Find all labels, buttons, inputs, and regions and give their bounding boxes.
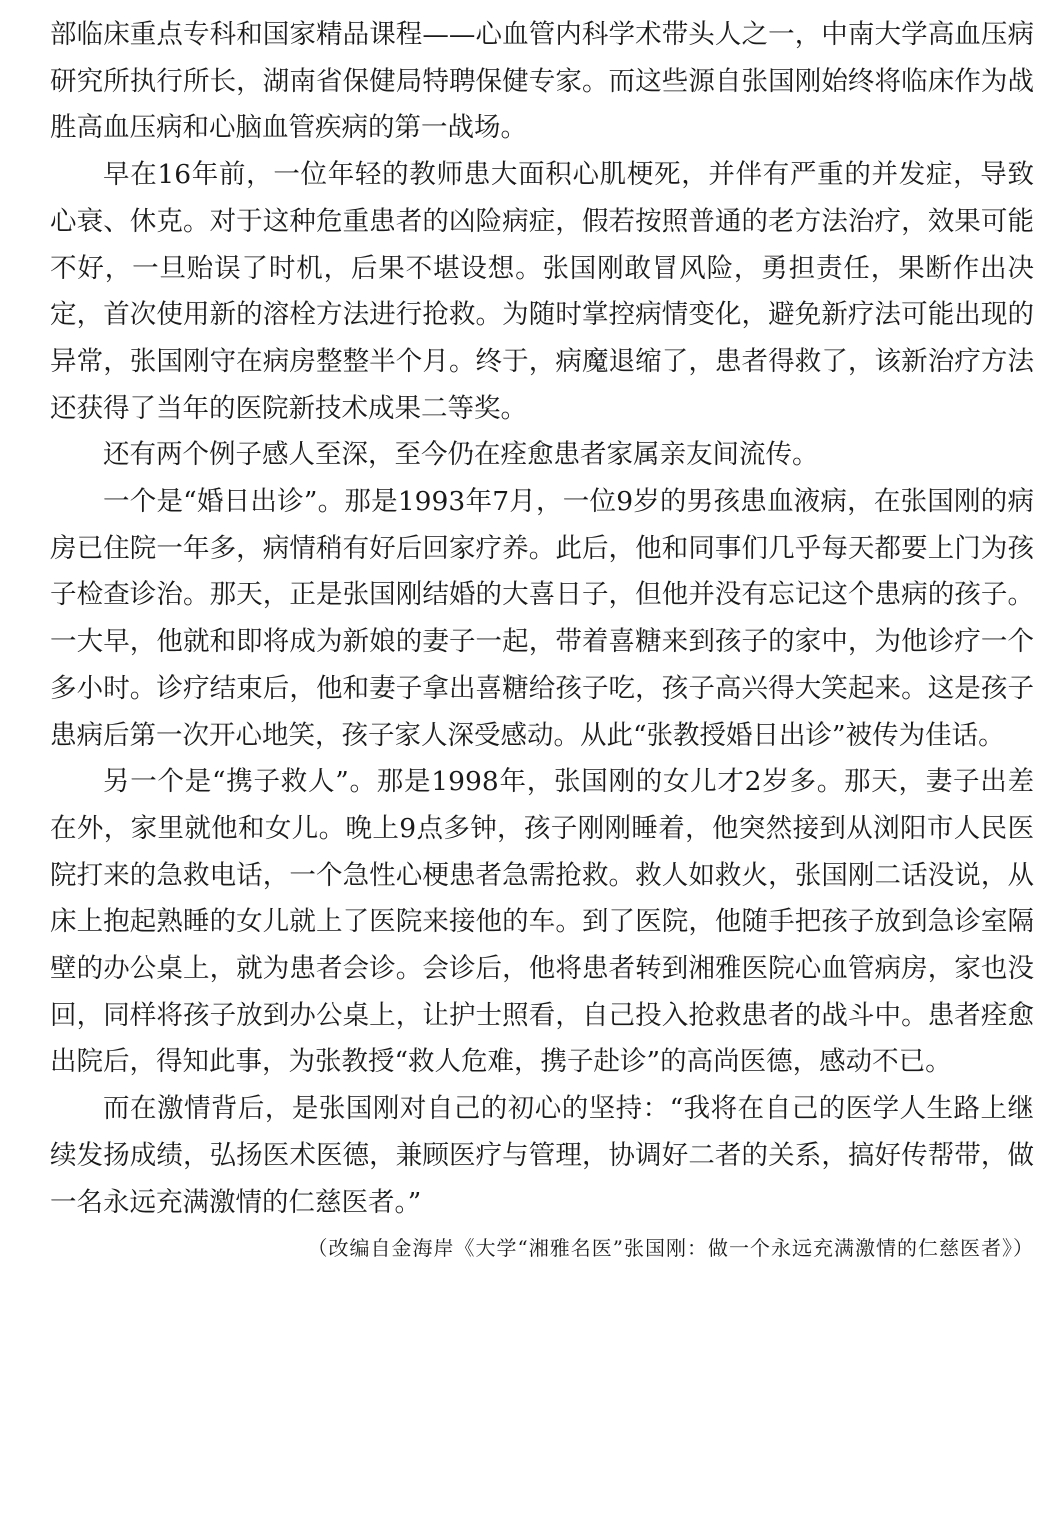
paragraph-original-aspiration-quote: 而在激情背后，是张国刚对自己的初心的坚持：“我将在自己的医学人生路上继续发扬成绩，弘扬医术医德，兼顾医疗与管理，协调好二者的关系，搞好传帮带，做一名永远充满激情的仁慈医者。” <box>50 1093 1034 1218</box>
paragraph-thrombolysis-story: 早在16年前，一位年轻的教师患大面积心肌梗死，并伴有严重的并发症，导致心衰、休克。对于这种危重患者的凶险病症，假若按照普通的老方法治疗，效果可能不好，一旦贻误了时机，后果不堪设想。张国刚敢冒风险，勇担责任，果断作出决定，首次使用新的溶栓方法进行抢救。为随时掌控病情变化，避免新疗法可能出现的异常，张国刚守在病房整整半个月。终于，病魔退缩了，患者得救了，该新治疗方法还获得了当年的医院新技术成果二等奖。 <box>50 159 1034 424</box>
paragraph-continuation: 部临床重点专科和国家精品课程——心血管内科学术带头人之一，中南大学高血压病研究所执行所长，湖南省保健局特聘保健专家。而这些源自张国刚始终将临床作为战胜高血压病和心脑血管疾病的第一战场。 <box>50 19 1034 144</box>
paragraph-carrying-child-rescue: 另一个是“携子救人”。那是1998年，张国刚的女儿才2岁多。那天，妻子出差在外，家里就他和女儿。晚上9点多钟，孩子刚刚睡着，他突然接到从浏阳市人民医院打来的急救电话，一个急性心梗患者急需抢救。救人如救火，张国刚二话没说，从床上抱起熟睡的女儿就上了医院来接他的车。到了医院，他随手把孩子放到急诊室隔壁的办公桌上，就为患者会诊。会诊后，他将患者转到湘雅医院心血管病房，家也没回，同样将孩子放到办公桌上，让护士照看，自己投入抢救患者的战斗中。患者痊愈出院后，得知此事，为张教授“救人危难，携子赴诊”的高尚医德，感动不已。 <box>50 766 1034 1078</box>
article-page <box>50 12 1034 1268</box>
paragraph-two-examples-intro: 还有两个例子感人至深，至今仍在痊愈患者家属亲友间流传。 <box>103 439 819 471</box>
paragraph-wedding-day-visit: 一个是“婚日出诊”。那是1993年7月，一位9岁的男孩患血液病，在张国刚的病房已住院一年多，病情稍有好后回家疗养。此后，他和同事们几乎每天都要上门为孩子检查诊治。那天，正是张国刚结婚的大喜日子，但他并没有忘记这个患病的孩子。一大早，他就和即将成为新娘的妻子一起，带着喜糖来到孩子的家中，为他诊疗一个多小时。诊疗结束后，他和妻子拿出喜糖给孩子吃，孩子高兴得大笑起来。这是孩子患病后第一次开心地笑，孩子家人深受感动。从此“张教授婚日出诊”被传为佳话。 <box>50 486 1034 751</box>
source-citation: （改编自金海岸《大学“湘雅名医”张国刚：做一个永远充满激情的仁慈医者》） <box>307 1236 1034 1261</box>
